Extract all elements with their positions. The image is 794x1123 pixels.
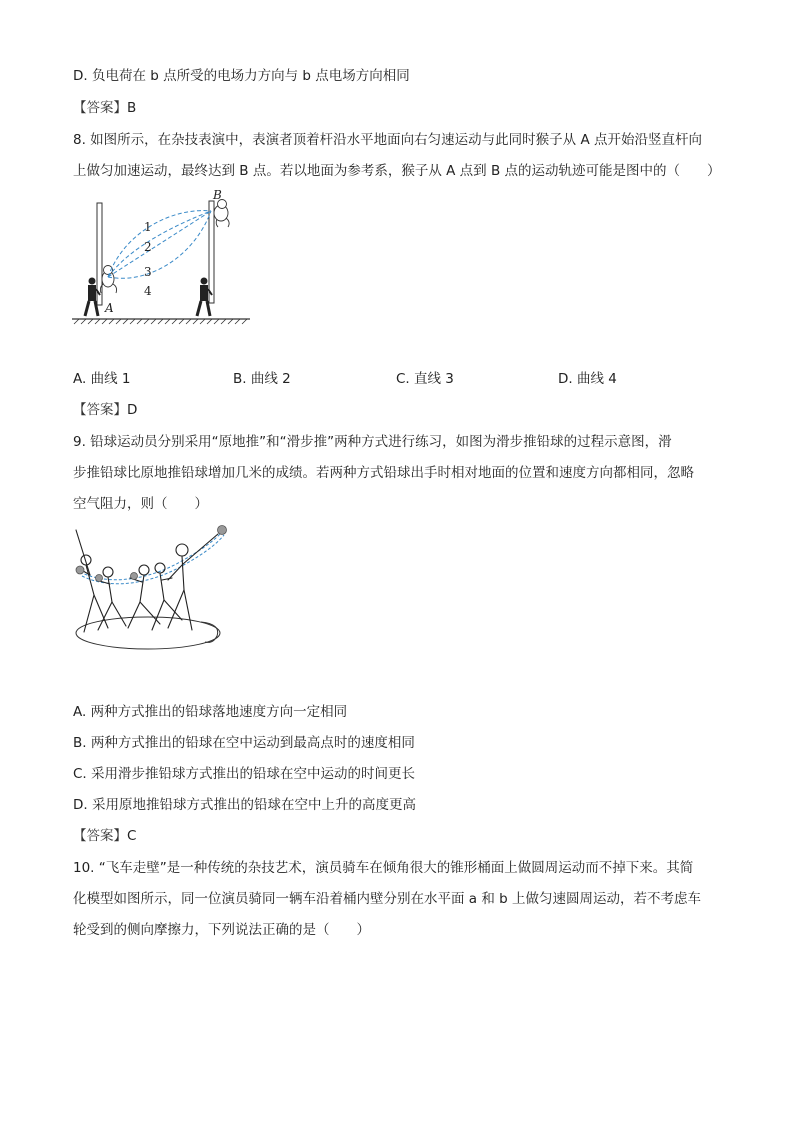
q8-stem-line-2: 上做匀加速运动，最终达到 B 点。若以地面为参考系，猴子从 A 点到 B 点的运动轨迹可能是图中的（ ） [73, 163, 721, 179]
q10-stem-line-1: 10. “飞车走壁”是一种传统的杂技艺术，演员骑车在倾角很大的锥形桶面上做圆周运动而不掉下来。其简 [73, 860, 694, 876]
q8-option-a: A. 曲线 1 [73, 371, 131, 387]
q9-option-d: D. 采用原地推铅球方式推出的铅球在空中上升的高度更高 [73, 797, 416, 813]
q10-stem-line-2: 化模型如图所示，同一位演员骑同一辆车沿着桶内壁分别在水平面 a 和 b 上做匀速圆周运动，若不考虑车 [73, 891, 702, 907]
q9-stem-line-3: 空气阻力，则（ ） [73, 496, 208, 512]
q9-figure [68, 520, 243, 655]
q8-answer [73, 400, 137, 420]
point-b-label: B [213, 188, 222, 202]
q7-answer [73, 98, 136, 118]
q9-answer [73, 826, 136, 846]
answer-label: 【答案】 [73, 100, 127, 116]
line-3 [108, 211, 211, 277]
curve-label-4: 4 [144, 284, 152, 298]
q8-figure [70, 185, 260, 325]
answer-label: 【答案】 [73, 828, 127, 844]
q9-option-b: B. 两种方式推出的铅球在空中运动到最高点时的速度相同 [73, 735, 415, 751]
q9-stem-line-2: 步推铅球比原地推铅球增加几米的成绩。若两种方式铅球出手时相对地面的位置和速度方向都相同，忽略 [73, 465, 694, 481]
curve-label-3: 3 [144, 265, 152, 279]
curve-label-1: 1 [144, 220, 152, 234]
answer-value: B [127, 100, 137, 116]
answer-value: D [127, 402, 138, 418]
monkey-at-b-icon [214, 200, 229, 228]
q8-stem-line-1: 8. 如图所示，在杂技表演中，表演者顶着杆沿水平地面向右匀速运动与此同时猴子从 A 点开始沿竖直杆向 [73, 132, 702, 148]
q8-option-c: C. 直线 3 [396, 371, 454, 387]
point-a-label: A [105, 301, 114, 315]
q9-option-c: C. 采用滑步推铅球方式推出的铅球在空中运动的时间更长 [73, 766, 416, 782]
q8-option-b: B. 曲线 2 [233, 371, 291, 387]
q9-option-a: A. 两种方式推出的铅球落地速度方向一定相同 [73, 704, 348, 720]
curve-4 [108, 211, 211, 278]
curve-label-2: 2 [144, 240, 152, 254]
q8-option-d: D. 曲线 4 [558, 371, 617, 387]
answer-label: 【答案】 [73, 402, 127, 418]
q9-stem-line-1: 9. 铅球运动员分别采用“原地推”和“滑步推”两种方式进行练习，如图为滑步推铅球的过程示意图，滑 [73, 434, 672, 450]
q7-option-d: D. 负电荷在 b 点所受的电场力方向与 b 点电场方向相同 [73, 68, 410, 84]
q10-stem-line-3: 轮受到的侧向摩擦力，下列说法正确的是（ ） [73, 922, 370, 938]
answer-value: C [127, 828, 137, 844]
